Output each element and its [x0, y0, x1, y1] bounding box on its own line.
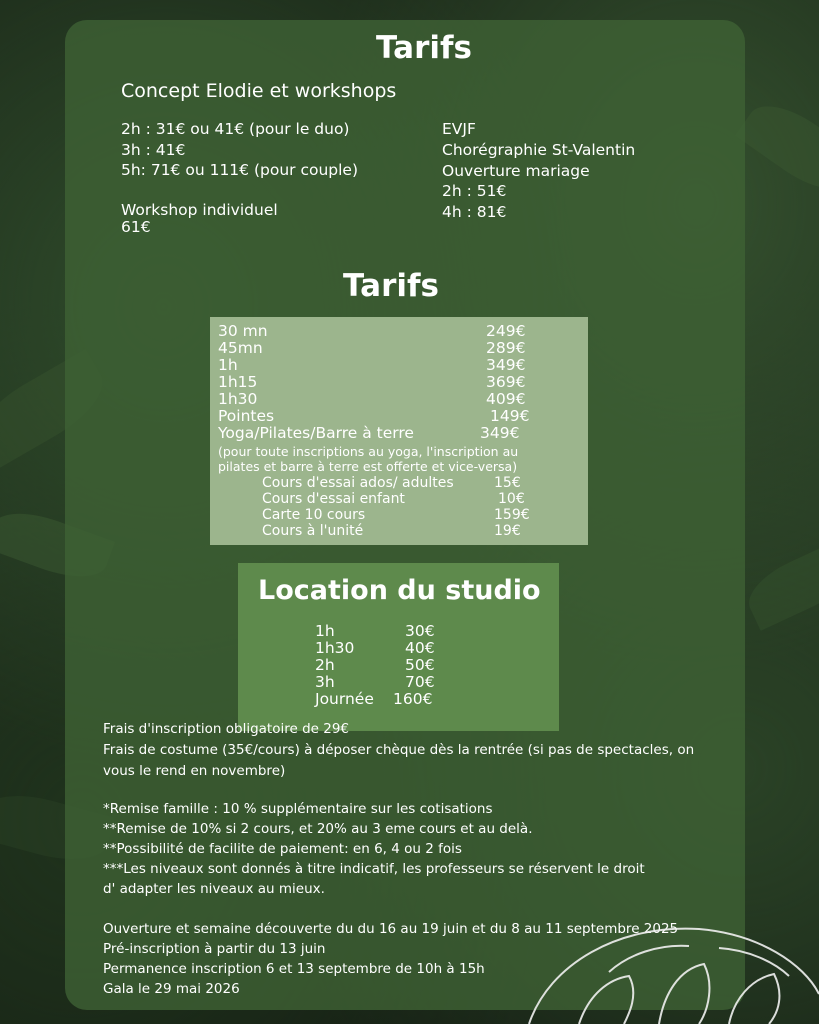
price-label: Pointes	[218, 407, 275, 425]
price-value: 369€	[486, 373, 526, 391]
date-line: Ouverture et semaine découverte du du 16 au 19 juin et du 8 au 11 septembre 2025	[103, 921, 679, 937]
extra-value: 19€	[494, 523, 521, 539]
workshop-label: Workshop individuel	[121, 201, 278, 219]
remise-line: ***Les niveaux sont donnés à titre indicatif, les professeurs se réservent le droit	[103, 861, 645, 877]
concept-subtitle: Concept Elodie et workshops	[121, 80, 397, 102]
concept-line: 2h : 51€	[442, 182, 507, 201]
remise-line: **Remise de 10% si 2 cours, et 20% au 3 eme cours et au delà.	[103, 821, 533, 837]
price-value: 409€	[486, 390, 526, 408]
extra-label: Cours d'essai ados/ adultes	[262, 475, 454, 491]
concept-line: 5h: 71€ ou 111€ (pour couple)	[121, 161, 359, 179]
extra-label: Cours à l'unité	[262, 523, 364, 539]
price-label: 45mn	[218, 339, 263, 357]
workshop-price: 61€	[121, 218, 151, 236]
price-label: 1h30	[218, 390, 258, 408]
location-label: 1h30	[315, 639, 355, 657]
price-value: 289€	[486, 339, 526, 357]
price-label: 30 mn	[218, 322, 268, 340]
concept-line: 3h : 41€	[121, 140, 186, 159]
note-line: (pour toute inscriptions au yoga, l'inscription au	[218, 444, 519, 459]
concept-line: Ouverture mariage	[442, 161, 590, 180]
location-value: 160€	[393, 690, 433, 708]
extra-value: 10€	[498, 491, 525, 507]
price-label: 1h15	[218, 373, 258, 391]
location-box	[238, 563, 559, 731]
location-title: Location du studio	[258, 575, 541, 606]
extra-value: 15€	[494, 475, 521, 491]
price-value: 349€	[486, 356, 526, 374]
price-value: 249€	[486, 322, 526, 340]
remise-line: **Possibilité de facilite de paiement: en 6, 4 ou 2 fois	[103, 841, 462, 857]
background-leaf	[740, 539, 819, 631]
monstera-leaf-icon	[489, 884, 819, 1024]
concept-line: 4h : 81€	[442, 203, 507, 222]
fees-line: Frais de costume (35€/cours) à déposer chèque dès la rentrée (si pas de spectacles, on	[103, 742, 695, 758]
location-value: 40€	[405, 639, 435, 657]
background-leaf	[735, 91, 819, 205]
extra-value: 159€	[494, 507, 530, 523]
tarifs-box	[210, 317, 588, 545]
extra-label: Cours d'essai enfant	[262, 491, 405, 507]
concept-line: Chorégraphie St-Valentin	[442, 140, 636, 159]
concept-left-list	[121, 119, 358, 181]
location-label: 2h	[315, 656, 335, 674]
location-label: Journée	[315, 690, 374, 708]
date-line: Gala le 29 mai 2026	[103, 981, 240, 997]
location-value: 50€	[405, 656, 435, 674]
location-value: 30€	[405, 622, 435, 640]
location-label: 3h	[315, 673, 335, 691]
price-value: 349€	[480, 424, 520, 442]
fees-line: vous le rend en novembre)	[103, 763, 286, 779]
location-value: 70€	[405, 673, 435, 691]
location-label: 1h	[315, 622, 335, 640]
tarifs-title: Tarifs	[343, 268, 439, 304]
price-value: 149€	[490, 407, 530, 425]
remise-line: d' adapter les niveaux au mieux.	[103, 881, 325, 897]
concept-right-list	[442, 119, 635, 223]
price-label: 1h	[218, 356, 238, 374]
date-line: Permanence inscription 6 et 13 septembre de 10h à 15h	[103, 961, 485, 977]
price-label: Yoga/Pilates/Barre à terre	[218, 424, 414, 442]
concept-line: EVJF	[442, 120, 476, 138]
workshop-block	[121, 202, 278, 236]
yoga-note	[218, 444, 518, 474]
extra-label: Carte 10 cours	[262, 507, 366, 523]
note-line: pilates et barre à terre est offerte et vice-versa)	[218, 459, 518, 474]
concept-line: 2h : 31€ ou 41€ (pour le duo)	[121, 120, 350, 138]
remise-line: *Remise famille : 10 % supplémentaire sur les cotisations	[103, 801, 493, 817]
fees-line: Frais d'inscription obligatoire de 29€	[103, 721, 350, 737]
date-line: Pré-inscription à partir du 13 juin	[103, 941, 326, 957]
concept-title: Tarifs	[376, 30, 472, 66]
